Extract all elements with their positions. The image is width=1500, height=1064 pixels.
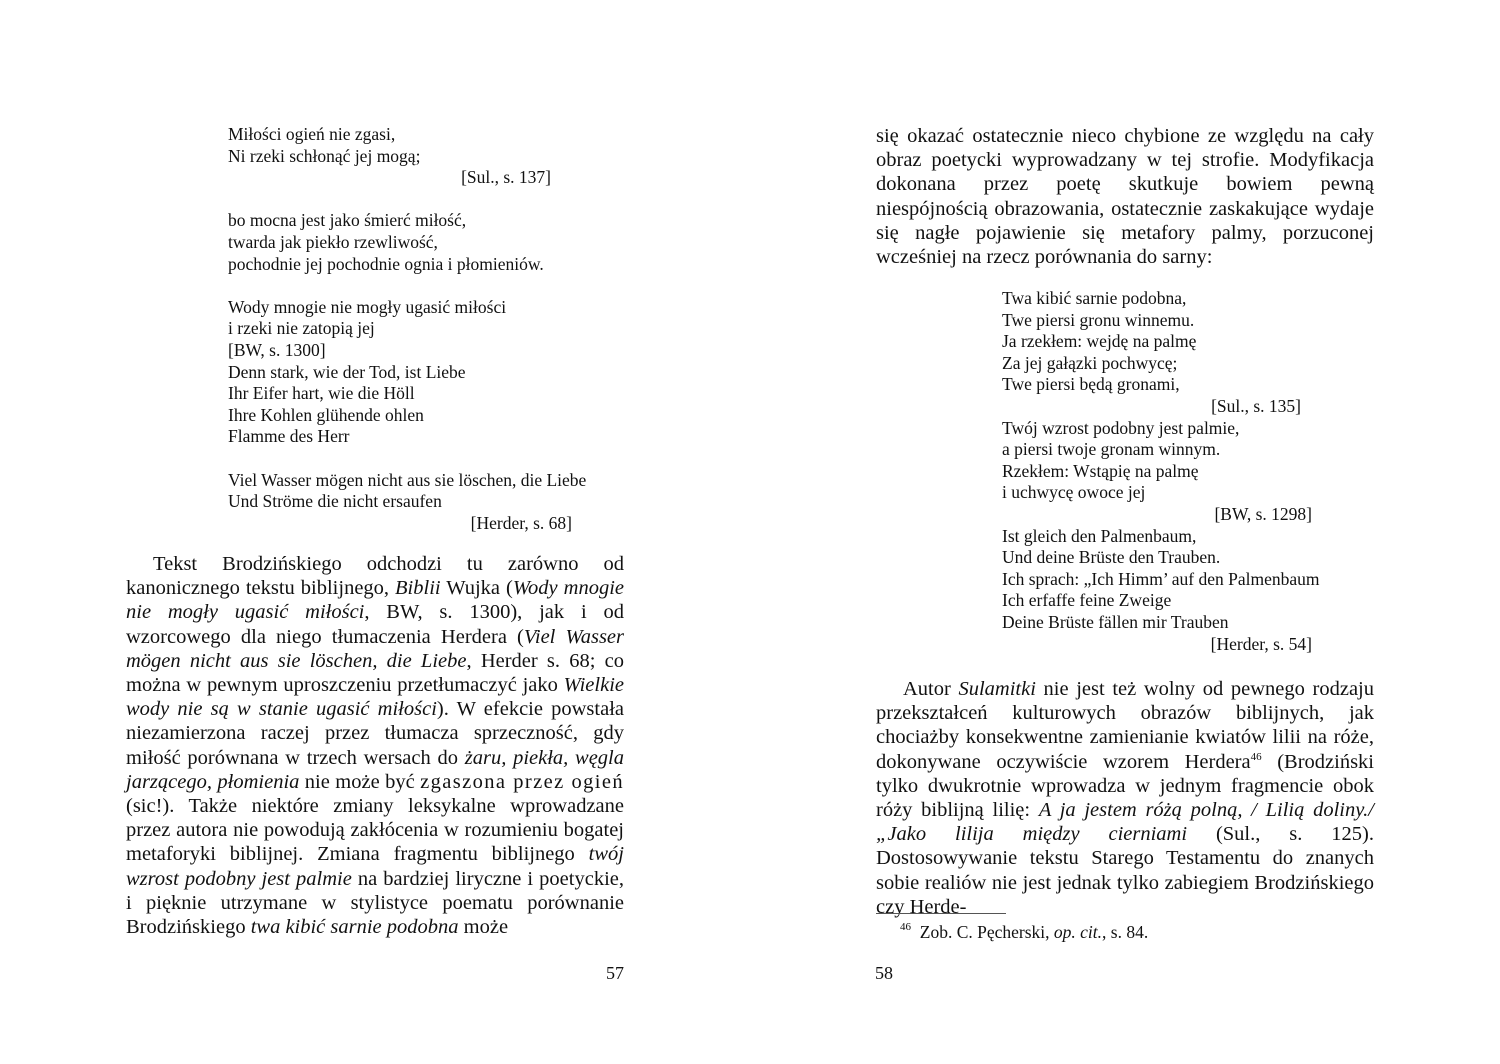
- citation-reference: [Herder, s. 54]: [1210, 633, 1312, 654]
- verse-line: Twe piersi będą gronami,: [1002, 374, 1180, 395]
- verse-line: twarda jak piekło rzewliwość,: [228, 231, 438, 252]
- verse-line: Denn stark, wie der Tod, ist Liebe: [228, 361, 466, 382]
- page-number: 58: [875, 963, 893, 983]
- verse-line: i rzeki nie zatopią jej: [228, 318, 375, 339]
- citation-reference: [Herder, s. 68]: [470, 512, 572, 533]
- footnote-number: 46: [900, 921, 911, 933]
- verse-line: Za jej gałązki pochwycę;: [1002, 352, 1178, 373]
- poem-quotation: [228, 124, 587, 534]
- verse-line: Ni rzeki schłonąć jej mogą;: [228, 145, 421, 166]
- page-number: 57: [606, 963, 624, 983]
- body-paragraph: się okazać ostatecznie nieco chybione ze względu na cały obraz poetycki wyprowadzany w tej strofie. Modyfikacja dokonana przez poetę skutkuje bowiem pewną niespójnością obrazowania, ostatecznie zaskakujące wydaje się nagłe pojawienie się metafory palmy, porzuconej wcześniej na rzecz porównania do sarny:: [876, 125, 1374, 269]
- footnote-marker: 46: [1250, 750, 1262, 763]
- verse-line: Ja rzekłem: wejdę na palmę: [1002, 331, 1197, 352]
- citation-reference: [Sul., s. 137]: [461, 167, 551, 188]
- poem-quotation: [1002, 288, 1320, 655]
- verse-line: Twe piersi gronu winnemu.: [1002, 309, 1195, 330]
- citation-reference: [BW, s. 1298]: [1214, 503, 1312, 524]
- verse-line: Ihre Kohlen glühende ohlen: [228, 404, 424, 425]
- verse-line: a piersi twoje gronam winnym.: [1002, 439, 1221, 460]
- right-page: [750, 0, 1500, 1064]
- verse-line: Ihr Eifer hart, wie die Höll: [228, 383, 415, 404]
- verse-line: Twój wzrost podobny jest palmie,: [1002, 417, 1240, 438]
- verse-line: pochodnie jej pochodnie ognia i płomieniów.: [228, 253, 544, 274]
- verse-line: Viel Wasser mögen nicht aus sie löschen, die Liebe: [228, 469, 587, 490]
- footnote-separator: [876, 913, 1006, 914]
- citation-reference: [BW, s. 1300]: [228, 339, 326, 360]
- verse-line: Und Ströme die nicht ersaufen: [228, 491, 442, 512]
- verse-line: Deine Brüste fällen mir Trauben: [1002, 611, 1229, 632]
- body-paragraph: Autor Sulamitki nie jest też wolny od pewnego rodzaju przekształceń kulturowych obrazów biblijnych, jak chociażby konsekwentne zamienianie kwiatów lilii na róże, dokonywane oczywiście wzorem Herdera$^{46}$ (Brodziński tylko dwukrotnie wprowadza w jednym fragmencie obok róży biblijną lilię: A ja jestem różą polną, / Lilią doliny./ „Jako lilija między cierniami (Sul., s. 125). Dostosowywanie tekstu Starego Testamentu do znanych sobie realiów nie jest jednak tylko zabiegiem Brodzińskiego czy Herde-: [876, 678, 1374, 918]
- verse-line: i uchwycę owoce jej: [1002, 482, 1146, 503]
- verse-line: Rzekłem: Wstąpię na palmę: [1002, 460, 1199, 481]
- verse-line: Miłości ogień nie zgasi,: [228, 124, 396, 144]
- verse-line: Wody mnogie nie mogły ugasić miłości: [228, 296, 507, 317]
- citation-reference: [Sul., s. 135]: [1211, 395, 1301, 416]
- verse-line: Ich sprach: „Ich Himm’ auf den Palmenbaum: [1002, 568, 1320, 589]
- verse-line: Und deine Brüste den Trauben.: [1002, 547, 1221, 568]
- verse-line: Ich erfaffe feine Zweige: [1002, 590, 1172, 611]
- body-paragraph: Tekst Brodzińskiego odchodzi tu zarówno od kanonicznego tekstu biblijnego, Biblii Wujka (Wody mnogie nie mogły ugasić miłości, BW, s. 1300), jak i od wzorcowego dla niego tłumaczenia Herdera (Viel Wasser mögen nicht aus sie löschen, die Liebe, Herder s. 68; co można w pewnym uproszczeniu przetłumaczyć jako Wielkie wody nie są w stanie ugasić miłości). W efekcie powstała niezamierzona raczej przez tłumacza sprzeczność, gdy miłość porównana w trzech wersach do żaru, piekła, węgla jarzącego, płomienia nie może być zgaszona przez ogień (sic!). Także niektóre zmiany leksykalne wprowadzane przez autora nie powodują zakłócenia w rozumieniu bogatej metaforyki biblijnej. Zmiana fragmentu biblijnego twój wzrost podobny jest palmie na bardziej liryczne i poetyckie, i pięknie utrzymane w stylistyce poematu porównanie Brodzińskiego twa kibić sarnie podobna może: [126, 553, 625, 939]
- verse-line: Twa kibić sarnie podobna,: [1002, 288, 1187, 308]
- verse-line: bo mocna jest jako śmierć miłość,: [228, 210, 467, 231]
- footnote: $^{46}$ Zob. C. Pęcherski, op. cit., s. 84.: [900, 921, 1149, 942]
- verse-line: Ist gleich den Palmenbaum,: [1002, 525, 1197, 546]
- verse-line: Flamme des Herr: [228, 426, 350, 447]
